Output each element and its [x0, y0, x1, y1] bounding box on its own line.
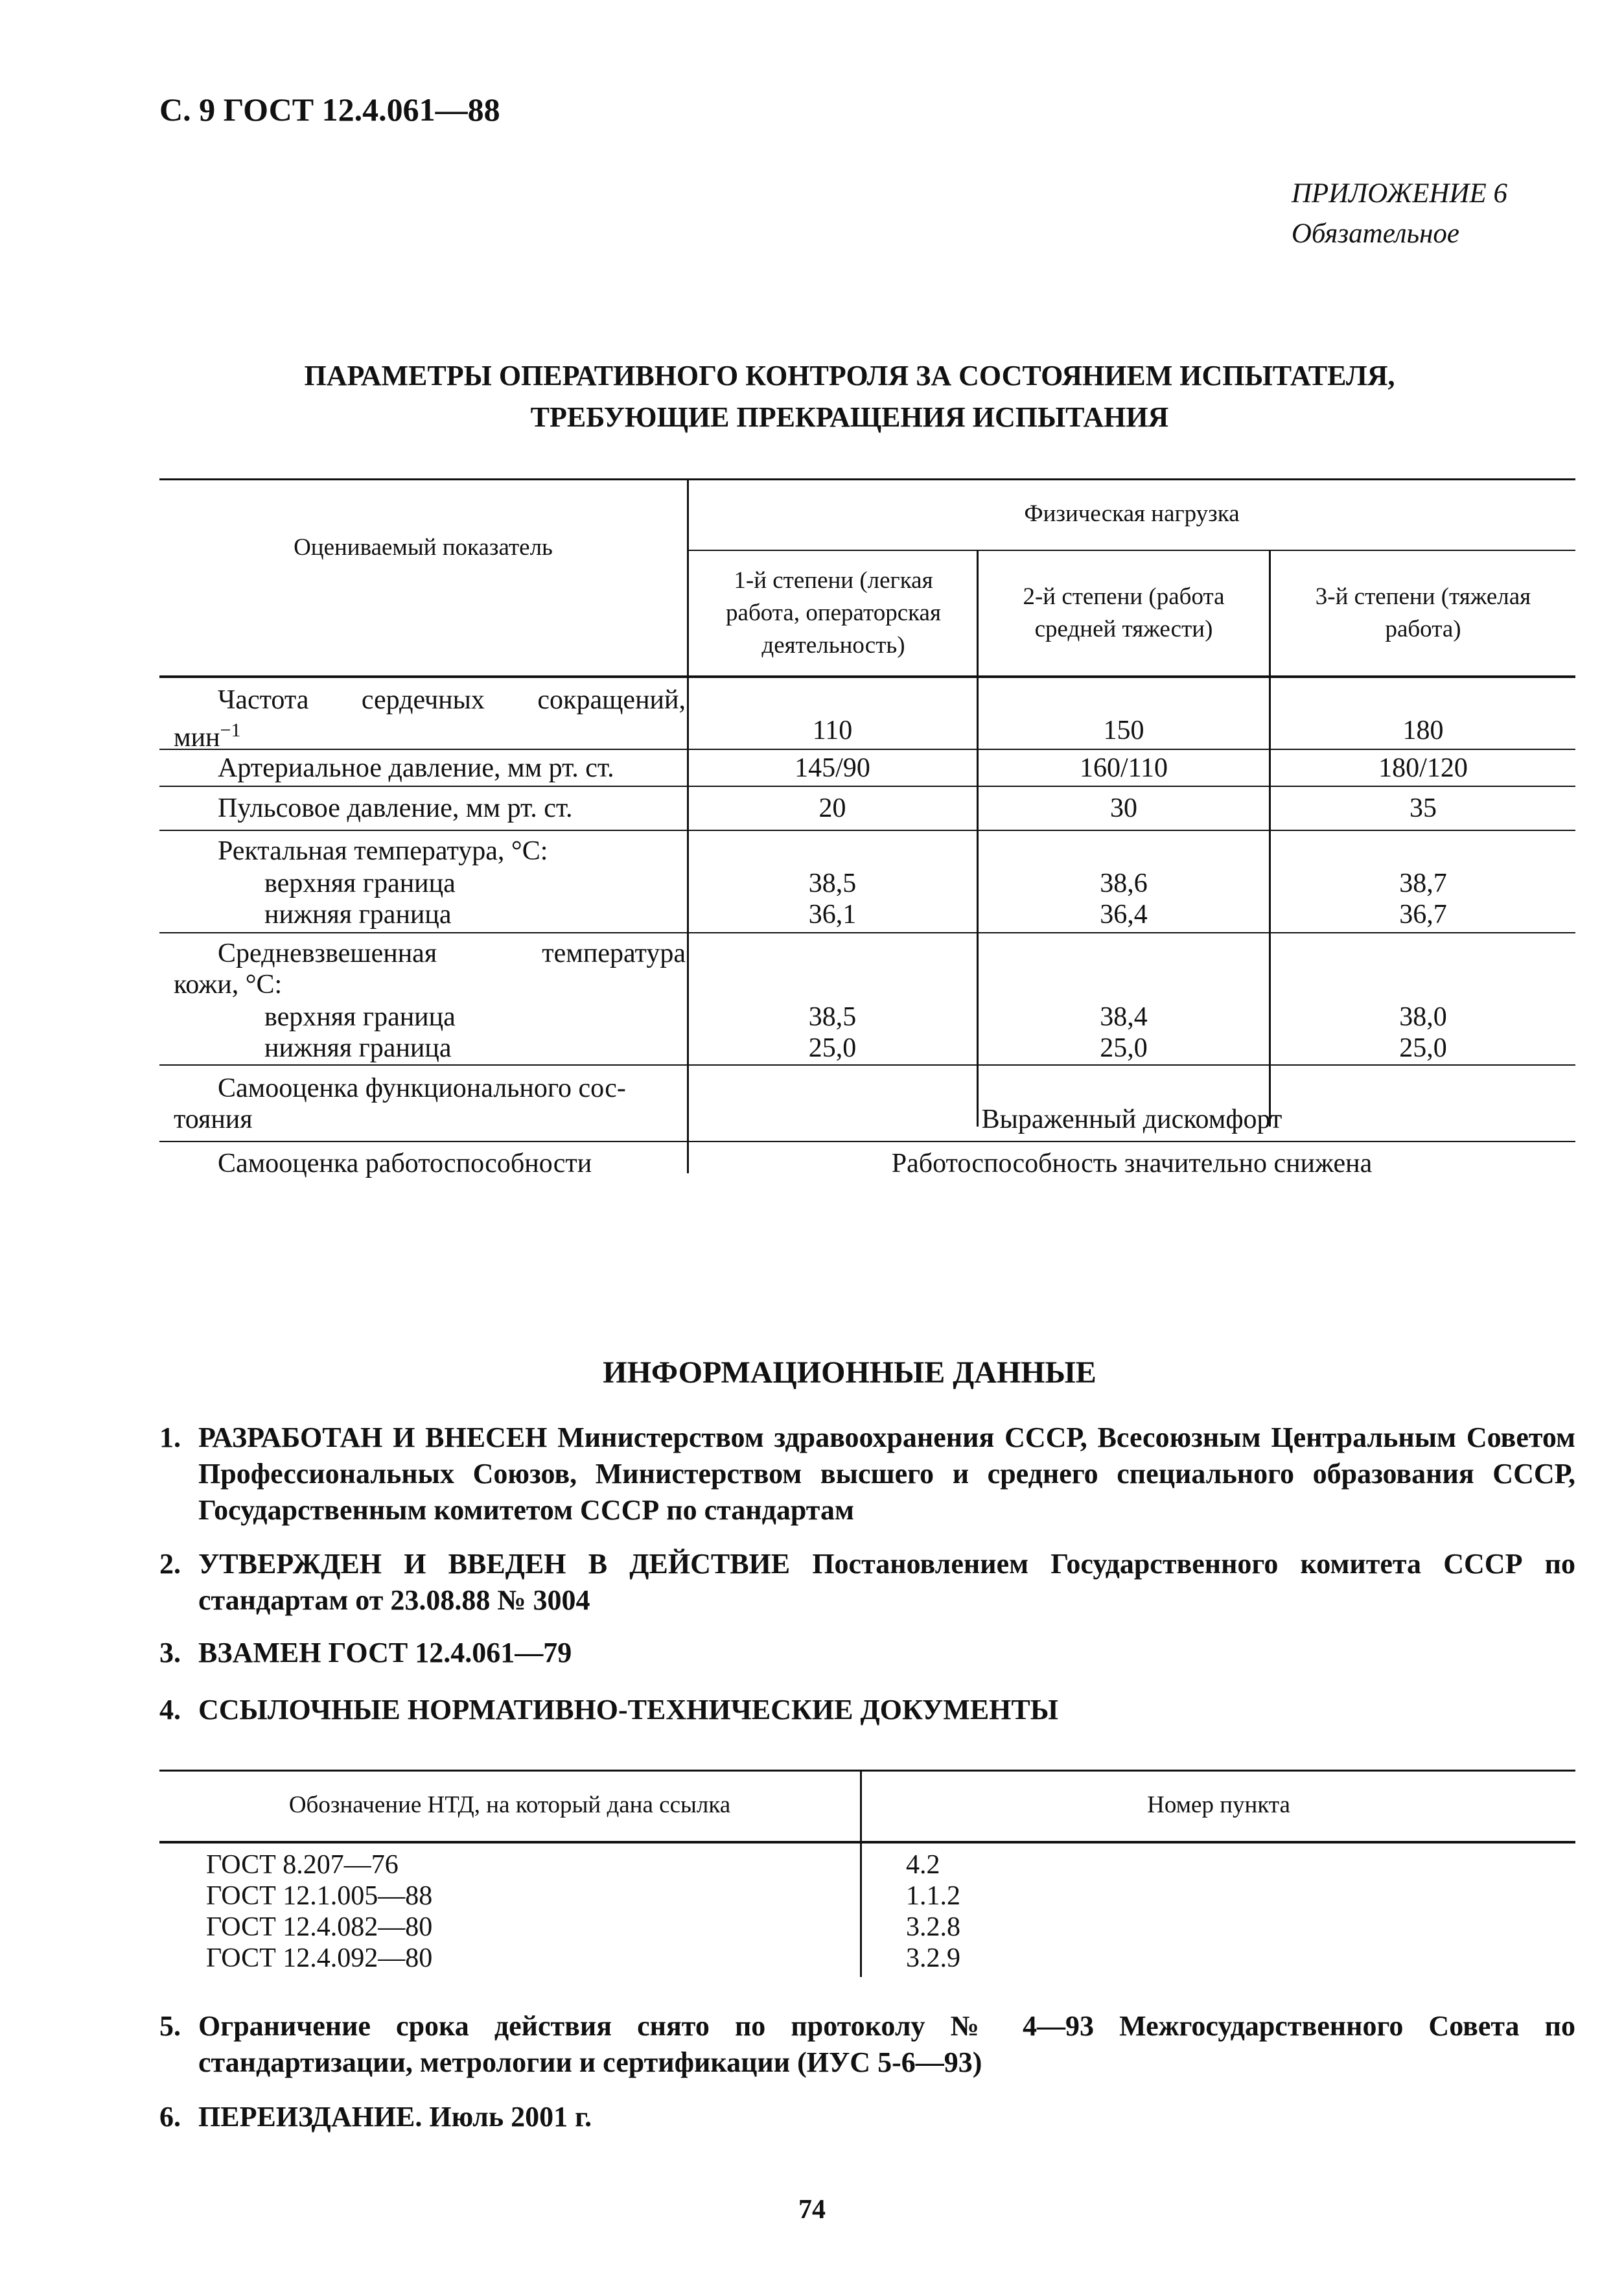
info-item-number: 6. [159, 2101, 181, 2133]
info-item-text: Июль 2001 г. [422, 2101, 592, 2133]
table1-vrule-1 [687, 478, 689, 1173]
bp-value-2: 160/110 [1079, 753, 1168, 783]
info-item-number: 4. [159, 1694, 181, 1726]
row-label-self-func: Самооценка функционального сос- [218, 1073, 626, 1103]
info-section-title: ИНФОРМАЦИОННЫЕ ДАННЫЕ [603, 1355, 1096, 1390]
rt-upper-2: 38,6 [1100, 869, 1148, 898]
rt-lower-3: 36,7 [1399, 900, 1447, 930]
title-line-1: ПАРАМЕТРЫ ОПЕРАТИВНОГО КОНТРОЛЯ ЗА СОСТОЯНИЕМ ИСПЫТАТЕЛЯ, [304, 360, 1395, 392]
rt-lower-1: 36,1 [808, 900, 857, 930]
hr-value-2: 150 [1103, 716, 1144, 745]
info-item-5 [159, 2008, 1575, 2081]
row-rule [159, 830, 1575, 831]
rt-lower-2: 36,4 [1100, 900, 1148, 930]
ref-doc: ГОСТ 12.4.092—80 [206, 1943, 433, 1973]
info-item-number: 5. [159, 2010, 181, 2042]
appendix-status: Обязательное [1291, 218, 1459, 249]
table2-col-header-doc: Обозначение НТД, на который дана ссылка [288, 1792, 731, 1818]
info-item-lead: ПЕРЕИЗДАНИЕ. [198, 2101, 423, 2133]
pp-value-1: 20 [818, 793, 846, 823]
col-header-degree-3: 3-й степени (тяжелая работа) [1315, 583, 1531, 642]
info-item-1 [159, 1420, 1575, 1528]
col-header-degree-2: 2-й степени (работа средней тяжести) [1023, 583, 1225, 642]
row-rule [159, 786, 1575, 787]
appendix-label: ПРИЛОЖЕНИЕ 6 [1291, 178, 1507, 209]
appendix-block [1292, 174, 1507, 254]
row-label-self-work: Самооценка работоспособности [218, 1149, 592, 1178]
pp-value-3: 35 [1409, 793, 1437, 823]
ref-clause: 1.1.2 [906, 1881, 960, 1911]
row-rule [159, 1141, 1575, 1142]
row-label-heart-rate: Частота сердечных сокращений, [218, 685, 686, 715]
info-item-6 [159, 2099, 1575, 2135]
row-sublabel-lower: нижняя граница [264, 1033, 452, 1063]
st-upper-3: 38,0 [1399, 1002, 1447, 1032]
st-upper-2: 38,4 [1100, 1002, 1148, 1032]
st-lower-3: 25,0 [1399, 1033, 1447, 1063]
st-lower-1: 25,0 [808, 1033, 857, 1063]
info-item-number: 2. [159, 1548, 181, 1580]
table2-col-header-clause: Номер пункта [1147, 1792, 1290, 1818]
ref-doc: ГОСТ 8.207—76 [206, 1850, 399, 1880]
st-upper-1: 38,5 [808, 1002, 857, 1032]
ref-doc: ГОСТ 12.4.082—80 [206, 1912, 433, 1942]
hr-value-3: 180 [1402, 716, 1444, 745]
ref-clause: 3.2.8 [906, 1912, 960, 1942]
bp-value-3: 180/120 [1378, 753, 1468, 783]
info-item-2 [159, 1546, 1575, 1619]
info-item-4 [159, 1692, 1575, 1728]
bp-value-1: 145/90 [795, 753, 870, 783]
row-rule [159, 749, 1575, 750]
pp-value-2: 30 [1110, 793, 1137, 823]
document-title [159, 355, 1540, 438]
info-item-3 [159, 1635, 1575, 1671]
ref-doc: ГОСТ 12.1.005—88 [206, 1881, 433, 1911]
ref-clause: 4.2 [906, 1850, 940, 1880]
hr-value-1: 110 [812, 716, 853, 745]
info-item-text: Ограничение срока действия снято по протоколу № 4—93 Межгосударственного Совета по стандартизации, метрологии и сертификации (ИУС 5-6—93) [198, 2010, 1575, 2078]
title-line-2: ТРЕБУЮЩИЕ ПРЕКРАЩЕНИЯ ИСПЫТАНИЯ [530, 401, 1169, 433]
col-header-indicator: Оцениваемый показатель [294, 534, 553, 561]
row-rule [159, 932, 1575, 933]
row-label-rectal-temp: Ректальная температура, °С: [218, 836, 548, 866]
info-item-lead: РАЗРАБОТАН И ВНЕСЕН [198, 1422, 548, 1453]
page-number: 74 [798, 2195, 826, 2225]
row-label-skin-temp-2: кожи, °С: [174, 970, 283, 1000]
self-work-value: Работоспособность значительно снижена [891, 1149, 1373, 1178]
row-sublabel-upper: верхняя граница [264, 869, 456, 898]
page-header: С. 9 ГОСТ 12.4.061—88 [159, 91, 500, 128]
row-label-skin-temp: Средневзвешенная температура [218, 939, 686, 968]
info-item-lead: УТВЕРЖДЕН И ВВЕДЕН В ДЕЙСТВИЕ [198, 1548, 791, 1580]
ref-clause: 3.2.9 [906, 1943, 960, 1973]
info-item-number: 1. [159, 1422, 181, 1453]
info-item-lead: ВЗАМЕН ГОСТ 12.4.061—79 [198, 1637, 572, 1668]
st-lower-2: 25,0 [1100, 1033, 1148, 1063]
row-rule [159, 1064, 1575, 1066]
row-sublabel-lower: нижняя граница [264, 900, 452, 930]
info-item-lead: ССЫЛОЧНЫЕ НОРМАТИВНО-ТЕХНИЧЕСКИЕ ДОКУМЕНТЫ [198, 1694, 1058, 1726]
info-item-text: Министерством здравоохранения СССР, Всесоюзным Центральным Советом Профессиональных Союзов, Министерством высшего и среднего специального образования СССР, Государственным комитетом СССР по стандартам [198, 1422, 1576, 1526]
row-sublabel-upper: верхняя граница [264, 1002, 456, 1032]
row-label-pulse-pressure: Пульсовое давление, мм рт. ст. [218, 793, 573, 823]
self-func-value: Выраженный дискомфорт [981, 1105, 1282, 1134]
info-item-number: 3. [159, 1637, 181, 1668]
info-item-text: Постановлением Государственного комитета СССР по стандартам от 23.08.88 № 3004 [198, 1548, 1575, 1616]
table1-header-rule [159, 675, 1575, 678]
table2-header-rule [159, 1841, 1575, 1843]
row-label-heart-rate-unit: мин$^{-1}$ [174, 720, 241, 753]
row-label-arterial-pressure: Артериальное давление, мм рт. ст. [218, 753, 614, 783]
rt-upper-1: 38,5 [808, 869, 857, 898]
row-label-self-func-2: тояния [174, 1105, 253, 1134]
rt-upper-3: 38,7 [1399, 869, 1447, 898]
col-header-degree-1: 1-й степени (легкая работа, операторская деятельность) [726, 567, 941, 659]
col-header-physical-load: Физическая нагрузка [1024, 500, 1240, 527]
